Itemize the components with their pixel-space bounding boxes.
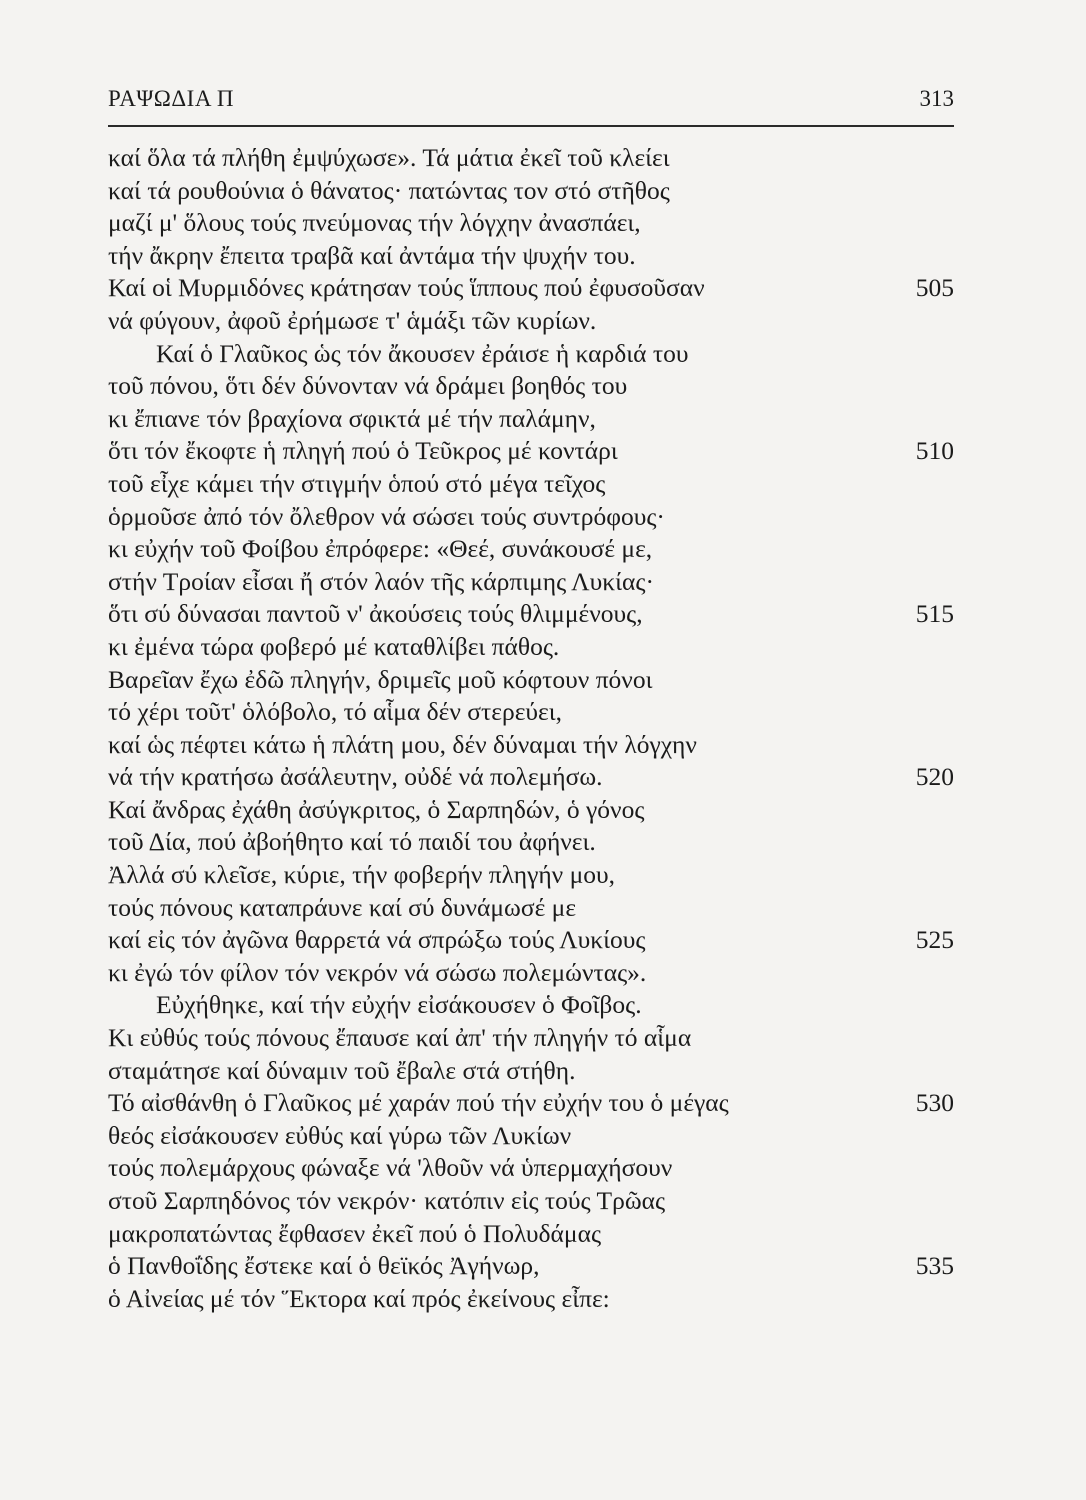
line-number: 520 — [915, 762, 954, 792]
verse-line — [108, 240, 954, 273]
verse-text: στοῦ Σαρπηδόνος τόν νεκρόν· κατόπιν εἰς τούς Τρῶας — [108, 1186, 666, 1215]
verse-text: Ἀλλά σύ κλεῖσε, κύριε, τήν φοβερήν πληγήν μου, — [108, 860, 616, 890]
verse-line — [108, 729, 954, 762]
line-number: 505 — [915, 273, 954, 303]
verse-text: ὁ Πανθοΐδης ἔστεκε καί ὁ θεϊκός Ἀγήνωρ, — [108, 1251, 540, 1281]
line-number: 510 — [915, 436, 954, 466]
verse-text: τό χέρι τοῦτ' ὁλόβολο, τό αἷμα δέν στερεύει, — [108, 697, 562, 727]
page-header — [108, 84, 954, 124]
verse-text: κι ἐμένα τώρα φοβερό μέ καταθλίβει πάθος. — [108, 631, 560, 661]
verse-text: κι εὐχήν τοῦ Φοίβου ἐπρόφερε: «Θεέ, συνάκουσέ με, — [108, 534, 653, 564]
verse-line — [108, 1120, 954, 1153]
verse-line — [108, 957, 954, 990]
verse-line — [108, 435, 954, 468]
verse-text: νά φύγουν, ἀφοῦ ἐρήμωσε τ' ἁμάξι τῶν κυρίων. — [108, 305, 597, 335]
verse-text: τούς πόνους καταπράυνε καί σύ δυνάμωσέ με — [108, 892, 577, 922]
verse-line — [108, 1185, 954, 1218]
verse-line — [108, 468, 954, 501]
poem-text — [108, 142, 954, 1315]
verse-line — [108, 1250, 954, 1283]
verse-line — [108, 892, 954, 925]
line-number: 530 — [915, 1088, 954, 1118]
verse-text: Κι εὐθύς τούς πόνους ἔπαυσε καί ἀπ' τήν πληγήν τό αἷμα — [108, 1023, 692, 1053]
verse-text: τοῦ εἶχε κάμει τήν στιγμήν ὁπού στό μέγα τεῖχος — [108, 468, 606, 498]
verse-line — [108, 305, 954, 338]
verse-text: καί εἰς τόν ἀγῶνα θαρρετά νά σπρώξω τούς Λυκίους — [108, 925, 646, 955]
verse-line — [108, 664, 954, 697]
running-title: ΡΑΨΩΔΙΑ Π — [108, 86, 235, 111]
verse-line — [108, 403, 954, 436]
verse-line — [108, 533, 954, 566]
verse-line — [108, 989, 954, 1022]
verse-line — [108, 924, 954, 957]
verse-text: καί ὅλα τά πλήθη ἐμψύχωσε». Τά μάτια ἐκεῖ τοῦ κλείει — [108, 143, 670, 172]
verse-line — [108, 1152, 954, 1185]
verse-line — [108, 338, 954, 371]
verse-text: Καί οἱ Μυρμιδόνες κράτησαν τούς ἵππους πού ἐφυσοῦσαν — [108, 273, 705, 303]
verse-line — [108, 631, 954, 664]
verse-text: στήν Τροίαν εἶσαι ἤ στόν λαόν τῆς κάρπιμης Λυκίας· — [108, 566, 654, 596]
verse-text: μαζί μ' ὅλους τούς πνεύμονας τήν λόγχην ἀνασπάει, — [108, 208, 641, 238]
verse-line — [108, 794, 954, 827]
verse-line — [108, 1283, 954, 1316]
verse-line — [108, 1055, 954, 1088]
verse-line — [108, 142, 954, 175]
verse-text: καί τά ρουθούνια ὁ θάνατος· πατώντας τον στό στῆθος — [108, 175, 670, 205]
verse-text: κι ἐγώ τόν φίλον τόν νεκρόν νά σώσω πολεμώντας». — [108, 957, 647, 987]
verse-line — [108, 696, 954, 729]
verse-text: Καί ἄνδρας ἐχάθη ἀσύγκριτος, ὁ Σαρπηδών, ὁ γόνος — [108, 794, 645, 824]
verse-text: Τό αἰσθάνθη ὁ Γλαῦκος μέ χαράν πού τήν εὐχήν του ὁ μέγας — [108, 1088, 729, 1118]
verse-text: καί ὡς πέφτει κάτω ἡ πλάτη μου, δέν δύναμαι τήν λόγχην — [108, 729, 697, 759]
verse-line — [108, 826, 954, 859]
verse-line — [108, 175, 954, 208]
line-number: 525 — [915, 925, 954, 955]
verse-text: ὁ Αἰνείας μέ τόν Ἕκτορα καί πρός ἐκείνους εἶπε: — [108, 1283, 610, 1313]
line-number: 515 — [915, 599, 954, 629]
verse-line — [108, 1218, 954, 1251]
verse-text: ὅτι σύ δύνασαι παντοῦ ν' ἀκούσεις τούς θλιμμένους, — [108, 599, 643, 629]
verse-text: Εὐχήθηκε, καί τήν εὐχήν εἰσάκουσεν ὁ Φοῖβος. — [156, 990, 642, 1020]
verse-line — [108, 566, 954, 599]
verse-line — [108, 598, 954, 631]
verse-text: τούς πολεμάρχους φώναξε νά 'λθοῦν νά ὑπερμαχήσουν — [108, 1153, 673, 1183]
verse-text: ὁρμοῦσε ἀπό τόν ὄλεθρον νά σώσει τούς συντρόφους· — [108, 501, 665, 531]
verse-text: Βαρεῖαν ἔχω ἐδῶ πληγήν, δριμεῖς μοῦ κόφτουν πόνοι — [108, 664, 653, 694]
verse-text: νά τήν κρατήσω ἀσάλευτην, οὐδέ νά πολεμήσω. — [108, 762, 603, 792]
verse-text: τοῦ πόνου, ὅτι δέν δύνονταν νά δράμει βοηθός του — [108, 371, 628, 401]
verse-line — [108, 1087, 954, 1120]
verse-line — [108, 1022, 954, 1055]
verse-line — [108, 501, 954, 534]
verse-text: τήν ἄκρην ἔπειτα τραβᾶ καί ἀντάμα τήν ψυχήν του. — [108, 240, 636, 270]
verse-text: μακροπατώντας ἔφθασεν ἐκεῖ πού ὁ Πολυδάμας — [108, 1218, 602, 1248]
verse-text: τοῦ Δία, πού ἀβοήθητο καί τό παιδί του ἀφήνει. — [108, 827, 596, 857]
verse-text: θεός εἰσάκουσεν εὐθύς καί γύρω τῶν Λυκίων — [108, 1120, 572, 1150]
line-number: 535 — [915, 1251, 954, 1281]
verse-line — [108, 370, 954, 403]
verse-line — [108, 272, 954, 305]
header-rule — [108, 125, 954, 127]
verse-text: σταμάτησε καί δύναμιν τοῦ ἔβαλε στά στήθη. — [108, 1055, 576, 1085]
page-number: 313 — [919, 86, 954, 111]
verse-line — [108, 761, 954, 794]
verse-line — [108, 859, 954, 892]
verse-line — [108, 207, 954, 240]
verse-text: κι ἔπιανε τόν βραχίονα σφικτά μέ τήν παλάμην, — [108, 403, 596, 433]
verse-text: ὅτι τόν ἔκοφτε ἡ πληγή πού ὁ Τεῦκρος μέ κοντάρι — [108, 436, 618, 466]
verse-text: Καί ὁ Γλαῦκος ὡς τόν ἄκουσεν ἐράισε ἡ καρδιά του — [156, 338, 689, 368]
